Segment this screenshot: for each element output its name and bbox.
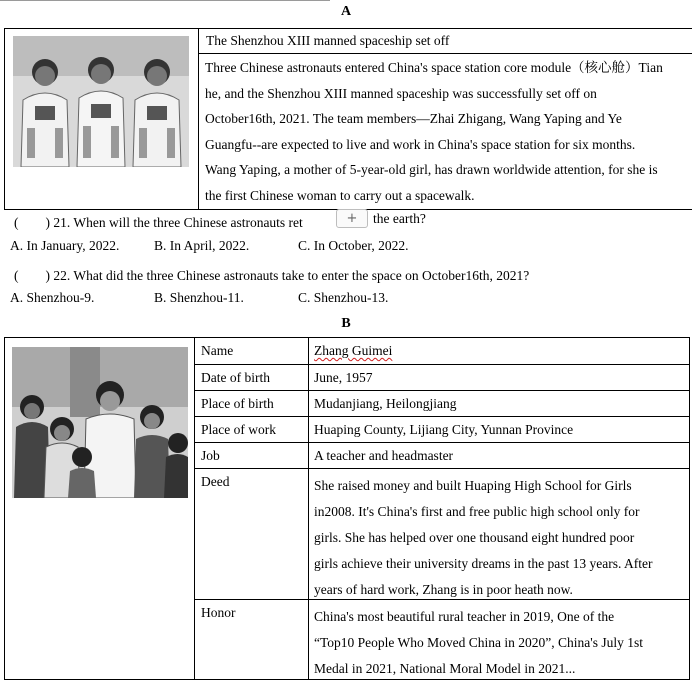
question-22-option-a: A. Shenzhou-9. xyxy=(10,290,95,305)
astronauts-photo-cell xyxy=(5,29,199,209)
question-21-option-b: B. In April, 2022. xyxy=(154,238,250,253)
honor-line: China's most beautiful rural teacher in 2019, One of the xyxy=(314,609,615,624)
passage-a-line: Guangfu--are expected to live and work in China's space station for six months. xyxy=(205,136,636,152)
row-label: Honor xyxy=(201,605,236,620)
info-row-work-place xyxy=(195,417,689,443)
row-label: Place of birth xyxy=(201,396,274,411)
deed-line: in2008. It's China's first and free public high school only for xyxy=(314,504,640,519)
teacher-photo xyxy=(12,347,188,498)
row-label: Deed xyxy=(201,474,230,489)
astronauts-illustration xyxy=(13,36,189,167)
info-row-birth-place xyxy=(195,391,689,417)
honor-line: “Top10 People Who Moved China in 2020”, China's July 1st xyxy=(314,635,643,650)
section-heading-a: A xyxy=(340,4,352,19)
row-value: Huaping County, Lijiang City, Yunnan Province xyxy=(314,422,574,437)
question-21-option-a: A. In January, 2022. xyxy=(10,238,120,253)
honor-line: Medal in 2021, National Moral Model in 2021... xyxy=(314,661,576,676)
teacher-photo-cell xyxy=(5,338,195,679)
passage-a-line: Three Chinese astronauts entered China's space station core module（核心舱）Tian xyxy=(205,60,663,75)
row-label: Job xyxy=(201,448,220,463)
row-value: Zhang Guimei xyxy=(314,343,393,358)
info-row-job xyxy=(195,443,689,469)
info-row-birth-date xyxy=(195,365,689,391)
question-22-option-b: B. Shenzhou-11. xyxy=(154,290,244,305)
row-value: A teacher and headmaster xyxy=(314,448,454,463)
passage-a-line: October16th, 2021. The team members—Zhai Zhigang, Wang Yaping and Ye xyxy=(205,111,622,127)
question-21-text: ( ) 21. When will the three Chinese astronauts ret xyxy=(14,215,303,230)
passage-a-title: The Shenzhou XIII manned spaceship set off xyxy=(206,33,450,48)
question-22-text: ( ) 22. What did the three Chinese astronauts take to enter the space on October16th, 2021? xyxy=(14,268,530,283)
question-21-option-c: C. In October, 2022. xyxy=(298,238,409,253)
honor-text xyxy=(314,604,684,682)
passage-a-body xyxy=(205,55,685,209)
students-illustration xyxy=(12,347,188,498)
passage-b-table xyxy=(4,337,690,680)
question-22-option-c: C. Shenzhou-13. xyxy=(298,290,389,305)
deed-line: girls achieve their university dreams in the past 13 years. After xyxy=(314,556,653,571)
info-row-name xyxy=(195,338,689,365)
add-button[interactable]: + xyxy=(336,209,368,228)
question-21-suffix: the earth? xyxy=(373,211,426,226)
row-label: Date of birth xyxy=(201,370,270,385)
passage-a-line: Wang Yaping, a mother of 5-year-old girl, has drawn worldwide attention, for she is xyxy=(205,162,658,178)
deed-line: girls. She has helped over one thousand eight hundred poor xyxy=(314,530,635,545)
deed-text xyxy=(314,473,684,603)
section-heading-b: B xyxy=(341,316,351,331)
astronauts-photo xyxy=(13,36,189,167)
passage-a-title-row xyxy=(199,29,692,54)
deed-line: years of hard work, Zhang is in poor heath now. xyxy=(314,582,573,597)
row-value: June, 1957 xyxy=(314,370,373,385)
row-label: Place of work xyxy=(201,422,276,437)
row-label: Name xyxy=(201,343,234,358)
passage-a-line: the first Chinese woman to carry out a spacewalk. xyxy=(205,187,475,203)
passage-a-table xyxy=(4,28,692,210)
passage-a-line: he, and the Shenzhou XIII manned spaceship was successfully set off on xyxy=(205,85,597,101)
info-row-honor xyxy=(195,600,689,679)
top-rule xyxy=(0,0,330,1)
deed-line: She raised money and built Huaping High School for Girls xyxy=(314,478,632,493)
row-value: Mudanjiang, Heilongjiang xyxy=(314,396,457,411)
info-row-deed xyxy=(195,469,689,600)
